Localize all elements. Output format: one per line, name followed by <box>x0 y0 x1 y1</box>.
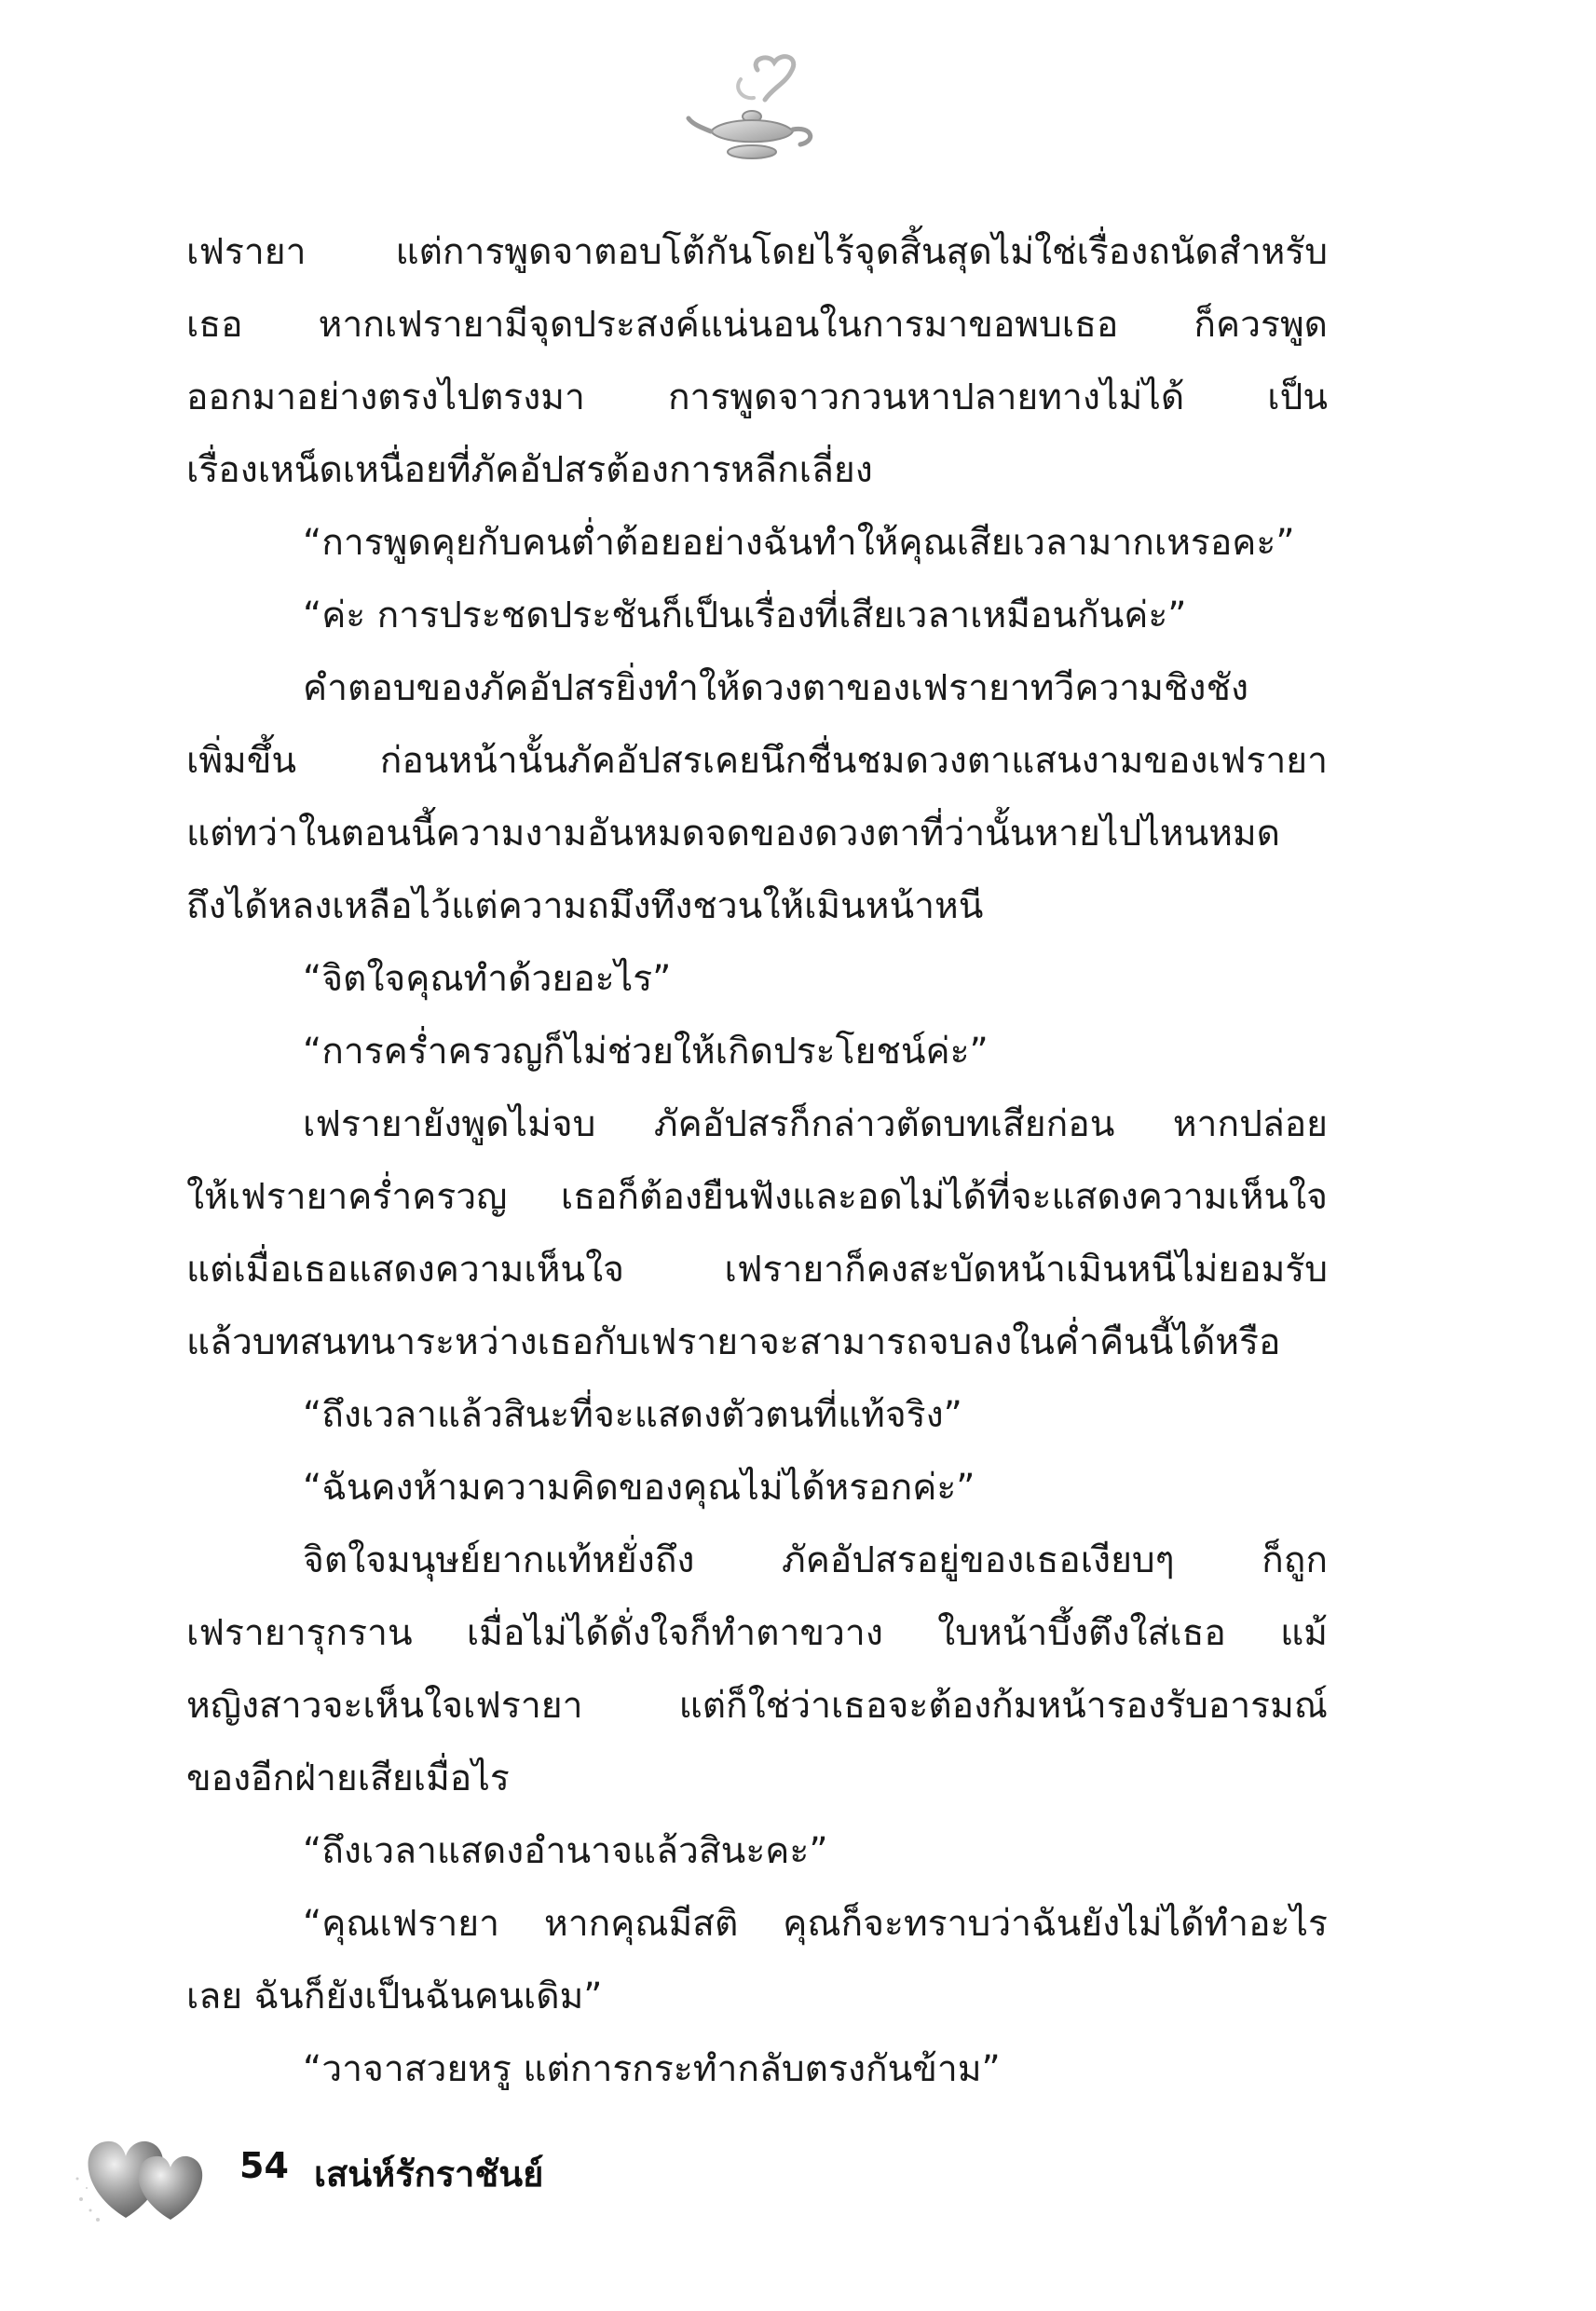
text-line: คำตอบของภัคอัปสรยิ่งทำให้ดวงตาของเฟรายาทวีความชิงชัง <box>303 667 1248 709</box>
magic-lamp-icon <box>685 51 825 168</box>
text-line: หญิงสาวจะเห็นใจเฟรายา แต่ก็ใช่ว่าเธอจะต้องก้มหน้ารองรับอารมณ์ <box>186 1685 1328 1727</box>
text-line: “จิตใจคุณทำด้วยอะไร” <box>303 958 672 1000</box>
text-line: “วาจาสวยหรู แต่การกระทำกลับตรงกันข้าม” <box>303 2048 1001 2090</box>
text-line: “คุณเฟรายา หากคุณมีสติ คุณก็จะทราบว่าฉันยังไม่ได้ทำอะไร <box>303 1903 1328 1945</box>
text-line: “ถึงเวลาแสดงอำนาจแล้วสินะคะ” <box>303 1830 828 1872</box>
text-line: “ค่ะ การประชดประชันก็เป็นเรื่องที่เสียเวลาเหมือนกันค่ะ” <box>303 595 1187 636</box>
text-line: “ถึงเวลาแล้วสินะที่จะแสดงตัวตนที่แท้จริง” <box>303 1394 962 1436</box>
hearts-icon <box>70 2106 228 2227</box>
text-line: เธอ หากเฟรายามีจุดประสงค์แน่นอนในการมาขอพบเธอ ก็ควรพูด <box>186 304 1328 346</box>
text-line: เฟรายายังพูดไม่จบ ภัคอัปสรก็กล่าวตัดบทเสียก่อน หากปล่อย <box>303 1103 1328 1145</box>
body-text <box>186 216 1328 2106</box>
text-line: แล้วบทสนทนาระหว่างเธอกับเฟรายาจะสามารถจบลงในค่ำคืนนี้ได้หรือ <box>186 1321 1281 1363</box>
text-line: เลย ฉันก็ยังเป็นฉันคนเดิม” <box>186 1976 603 2017</box>
text-line: ของอีกฝ่ายเสียเมื่อไร <box>186 1757 510 1799</box>
page-number: 54 <box>239 2145 289 2186</box>
text-line: เฟรายา แต่การพูดจาตอบโต้กันโดยไร้จุดสิ้นสุดไม่ใช่เรื่องถนัดสำหรับ <box>186 231 1328 273</box>
page-footer <box>70 2106 722 2227</box>
text-line: ถึงได้หลงเหลือไว้แต่ความถมึงทึงชวนให้เมินหน้าหนี <box>186 885 984 927</box>
text-line: เฟรายารุกราน เมื่อไม่ได้ดั่งใจก็ทำตาขวาง ใบหน้าบึ้งตึงใส่เธอ แม้ <box>186 1612 1328 1654</box>
book-title: เสน่ห์รักราชันย์ <box>314 2154 544 2195</box>
text-line: ให้เฟรายาคร่ำครวญ เธอก็ต้องยืนฟังและอดไม่ได้ที่จะแสดงความเห็นใจ <box>186 1176 1328 1218</box>
text-line: “ฉันคงห้ามความคิดของคุณไม่ได้หรอกค่ะ” <box>303 1467 975 1509</box>
text-line: เพิ่มขึ้น ก่อนหน้านั้นภัคอัปสรเคยนึกชื่นชมดวงตาแสนงามของเฟรายา <box>186 740 1328 782</box>
text-line: จิตใจมนุษย์ยากแท้หยั่งถึง ภัคอัปสรอยู่ของเธอเงียบๆ ก็ถูก <box>303 1539 1328 1581</box>
text-line: แต่ทว่าในตอนนี้ความงามอันหมดจดของดวงตาที่ว่านั้นหายไปไหนหมด <box>186 813 1280 855</box>
text-line: เรื่องเหน็ดเหนื่อยที่ภัคอัปสรต้องการหลีกเลี่ยง <box>186 449 873 491</box>
text-line: “การคร่ำครวญก็ไม่ช่วยให้เกิดประโยชน์ค่ะ” <box>303 1031 989 1073</box>
text-line: แต่เมื่อเธอแสดงความเห็นใจ เฟรายาก็คงสะบัดหน้าเมินหนีไม่ยอมรับ <box>186 1249 1328 1291</box>
text-line: “การพูดคุยกับคนต่ำต้อยอย่างฉันทำให้คุณเสียเวลามากเหรอคะ” <box>303 522 1295 564</box>
text-line: ออกมาอย่างตรงไปตรงมา การพูดจาวกวนหาปลายทางไม่ได้ เป็น <box>186 376 1328 418</box>
